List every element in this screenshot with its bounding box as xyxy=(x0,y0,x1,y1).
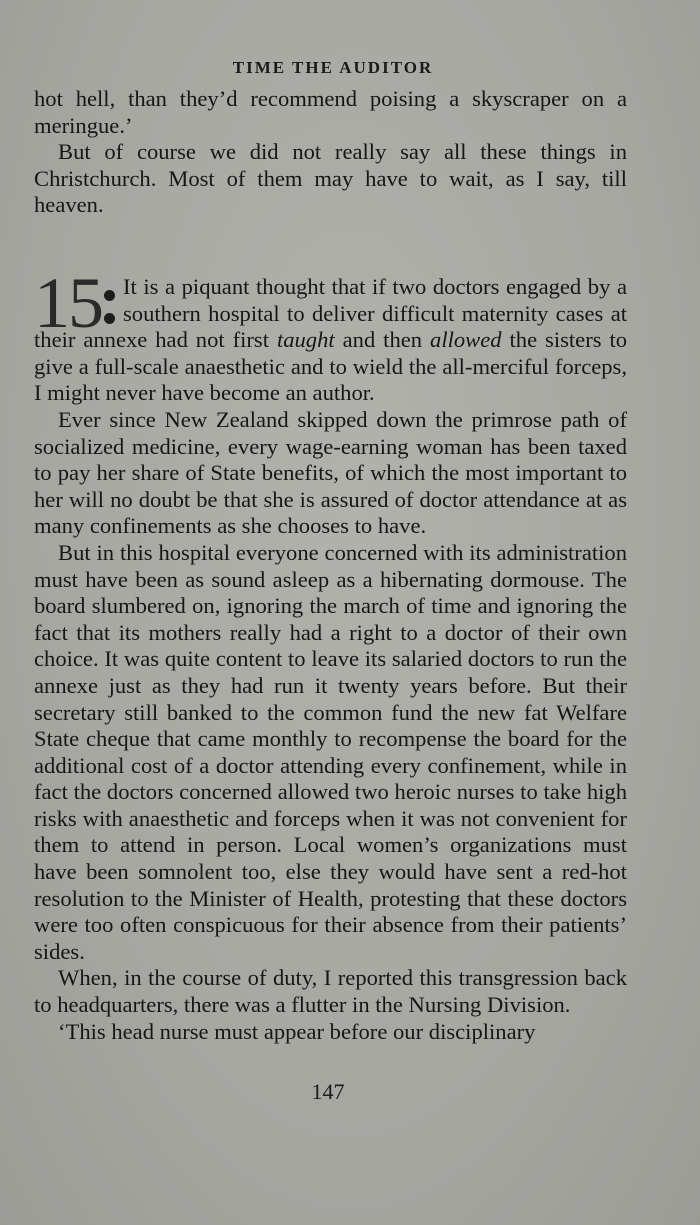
colon-ornament xyxy=(104,290,115,324)
paragraph: hot hell, than they’d recommend poising a skyscraper on a meringue.’ xyxy=(34,86,627,138)
running-head: TIME THE AUDITOR xyxy=(232,58,434,77)
continued-text-block xyxy=(34,86,627,219)
text-run: the sisters to give a full-scale anaesthetic and to wield the all-merciful forceps, I might never have become an author. xyxy=(34,327,628,406)
italic-word: allowed xyxy=(430,327,502,353)
section-opening-paragraph xyxy=(34,263,628,407)
section-number: 15 xyxy=(34,263,102,343)
section-number-dropcap xyxy=(34,263,115,343)
paragraph: But of course we did not really say all these things in Christchurch. Most of them may have to wait, as I say, till heaven. xyxy=(34,139,627,218)
text-run: and then xyxy=(334,327,431,353)
paragraph: ‘This head nurse must appear before our disciplinary xyxy=(58,1018,536,1044)
paragraph: Ever since New Zealand skipped down the primrose path of socialized medicine, every wage-earning woman has been taxed to pay her share of State benefits, of which the most important to her will no doubt be that she is assured of doctor attendance at as many confinements as she chooses to have. xyxy=(34,406,627,539)
text-run: It is a piquant thought that if two doctors engaged by a southern hospital to deliver difficult maternity cases at their annexe had not first xyxy=(34,274,627,353)
colon-dot xyxy=(104,313,115,324)
italic-word: taught xyxy=(276,327,335,353)
paragraph: But in this hospital everyone concerned with its administration must have been as sound asleep as a hibernating dormouse. The board slumbered on, ignoring the march of time and ignoring the fact that its mothers really had a right to a doctor of their own choice. It was quite content to leave its salaried doctors to run the annexe just as they had run it twenty years before. But their secretary still banked to the common fund the new fat Welfare State cheque that came monthly to recompense the board for the additional cost of a doctor attending every confinement, while in fact the doctors concerned allowed two heroic nurses to take high risks with anaesthetic and forceps when it was not convenient for them to attend in person. Local women’s organizations must have been somnolent too, else they would have sent a red-hot resolution to the Minister of Health, protesting that these doctors were too often conspicuous for their absence from their patients’ sides. xyxy=(34,539,627,964)
section-text-block xyxy=(34,263,628,1045)
paragraph: When, in the course of duty, I reported this transgression back to headquarters, there was a flutter in the Nursing Division. xyxy=(34,965,627,1018)
page-number: 147 xyxy=(311,1079,345,1104)
colon-dot xyxy=(104,290,115,301)
